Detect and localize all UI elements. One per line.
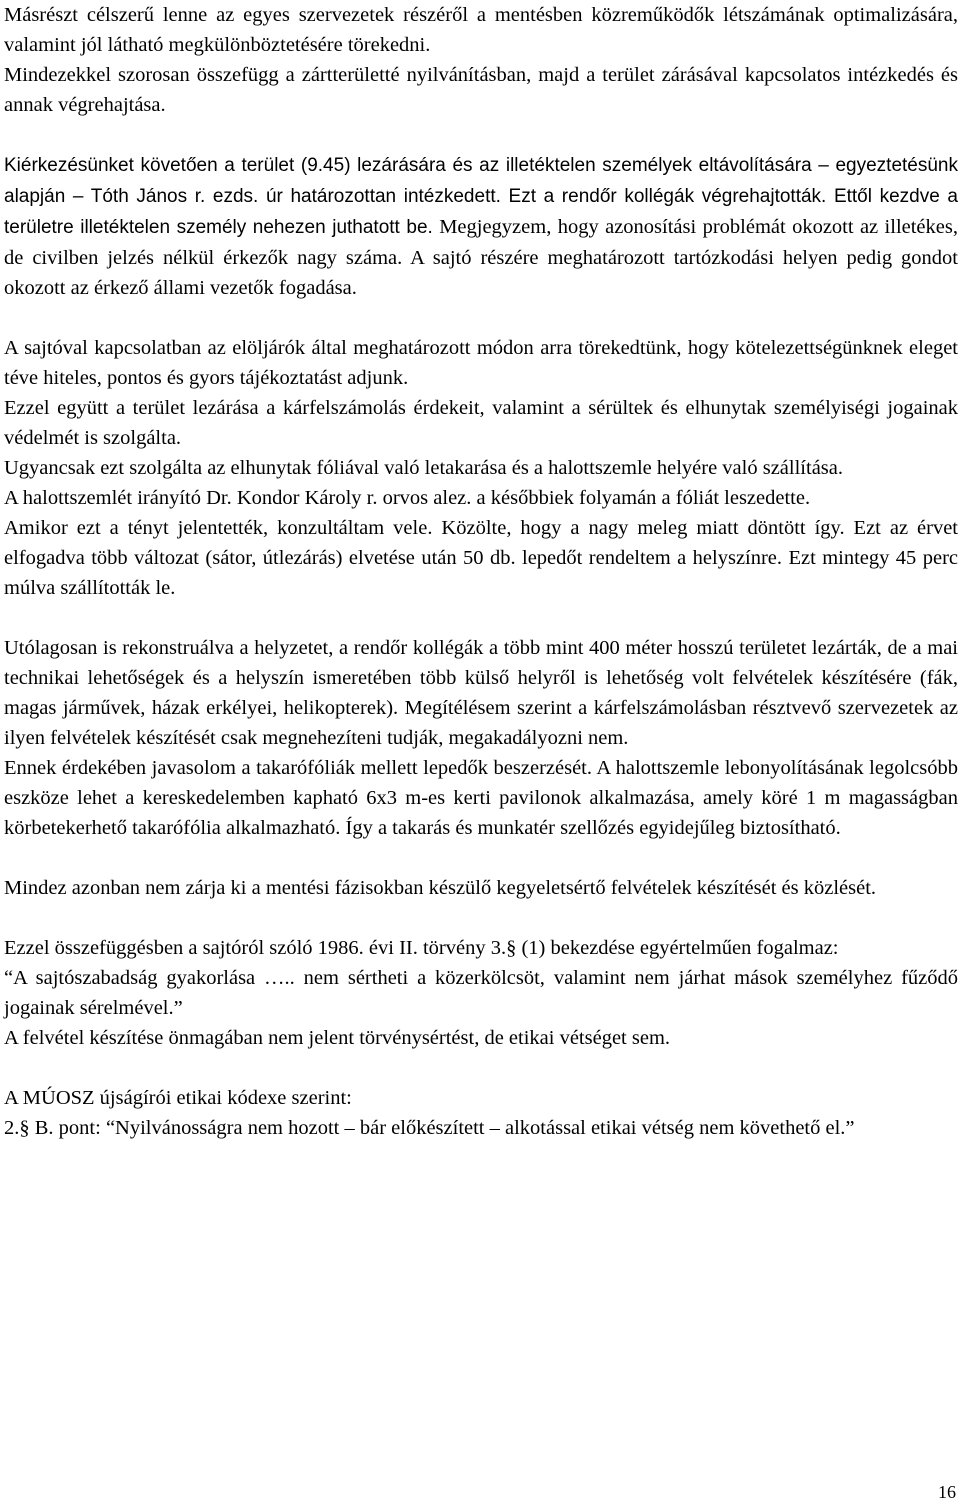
page-number: 16 [938, 1482, 956, 1502]
paragraph-foil-covering: Ugyancsak ezt szolgálta az elhunytak fóliával való letakarása és a halottszemle helyére való szállítása. [4, 457, 843, 479]
paragraph-press-law: Ezzel összefüggésben a sajtóról szóló 1986. évi II. törvény 3.§ (1) bekezdése egyértelműen fogalmaz: [4, 937, 839, 959]
paragraph-reconstruction: Utólagosan is rekonstruálva a helyzetet, a rendőr kollégák a több mint 400 méter hosszú területet lezárták, de a mai technikai lehetőségek és a helyszín ismeretében több külső helyről is lehetőség volt felvételek készítésére (fák, magas járművek, házak erkélyei, helikopterek). Megítélésem szerint a kárfelszámolásban résztvevő szervezetek az ilyen felvételek készítését csak megnehezíteni tudják, megakadályozni nem. [4, 637, 958, 749]
paragraph-gap [4, 843, 958, 873]
paragraph-area-closure-part1: Kiérkezésünket követően a terület (9.45) lezárására és az illetéktelen személyek eltávolítására – egyeztetésünk alapján – Tóth János r. ezds. úr határozottan intézkedett. Ezt a rendőr kollégák végrehajtották. Ettől kezdve a területre illetéktelen személy nehezen juthatott be. [4, 155, 958, 238]
paragraph-area-closure-part2: Megjegyzem, hogy azonosítási problémát okozott az illetékes, de civilben jelzés nélkül érkezők nagy száma. A sajtó részére meghatározott tartózkodási helyen pedig gondot okozott az érkező állami vezetők fogadása. [4, 216, 958, 299]
paragraph-gap [4, 903, 958, 933]
paragraph-foil-removal: A halottszemlét irányító Dr. Kondor Károly r. orvos alez. a későbbiek folyamán a fóliát leszedette. [4, 487, 811, 509]
paragraph-ethics-code: A MÚOSZ újságírói etikai kódexe szerint: [4, 1087, 352, 1109]
paragraph-privacy-protection: Ezzel együtt a terület lezárása a kárfelszámolás érdekeit, valamint a sérültek és elhunytak személyiségi jogainak védelmét is szolgálta. [4, 397, 958, 449]
paragraph-press-relations: A sajtóval kapcsolatban az elöljárók által meghatározott módon arra törekedtünk, hogy kötelezettségünknek eleget téve hiteles, pontos és gyors tájékoztatást adjunk. [4, 337, 958, 389]
paragraph-no-violation: A felvétel készítése önmagában nem jelent törvénysértést, de etikai vétséget sem. [4, 1027, 671, 1049]
paragraph-closed-area: Mindezekkel szorosan összefügg a zártterületté nyilvánításban, majd a terület zárásával kapcsolatos intézkedés és annak végrehajtása. [4, 64, 958, 116]
paragraph-recordings: Mindez azonban nem zárja ki a mentési fázisokban készülő kegyeletsértő felvételek készítését és közlését. [4, 877, 877, 899]
paragraph-bedsheets: Amikor ezt a tényt jelentették, konzultáltam vele. Közölte, hogy a nagy meleg miatt döntött így. Ezt az érvet elfogadva több változat (sátor, útlezárás) elvetése után 50 db. lepedőt rendeltem a helyszínre. Ezt mintegy 45 perc múlva szállították le. [4, 517, 958, 599]
paragraph-rescue-staffing: Másrészt célszerű lenne az egyes szervezetek részéről a mentésben közreműködők létszámának optimalizására, valamint jól látható megkülönböztetésére törekedni. [4, 4, 958, 56]
paragraph-press-law-quote: “A sajtószabadság gyakorlása ….. nem sértheti a közerkölcsöt, valamint nem járhat mások személyhez fűződő jogainak sérelmével.” [4, 967, 958, 1019]
paragraph-gap [4, 603, 958, 633]
document-page [4, 0, 958, 1143]
paragraph-ethics-quote: 2.§ B. pont: “Nyilvánosságra nem hozott – bár előkészített – alkotással etikai vétség nem követhető el.” [4, 1117, 855, 1139]
paragraph-gap [4, 1053, 958, 1083]
paragraph-gap [4, 303, 958, 333]
paragraph-area-closure [4, 150, 958, 303]
paragraph-proposal: Ennek érdekében javasolom a takarófóliák mellett lepedők beszerzését. A halottszemle lebonyolításának legolcsóbb eszköze lehet a kereskedelemben kapható 6x3 m-es kerti pavilonok alkalmazása, amely köré 1 m magasságban körbetekerhető takarófólia alkalmazható. Így a takarás és munkatér szellőzés egyidejűleg biztosítható. [4, 757, 958, 839]
paragraph-gap [4, 120, 958, 150]
